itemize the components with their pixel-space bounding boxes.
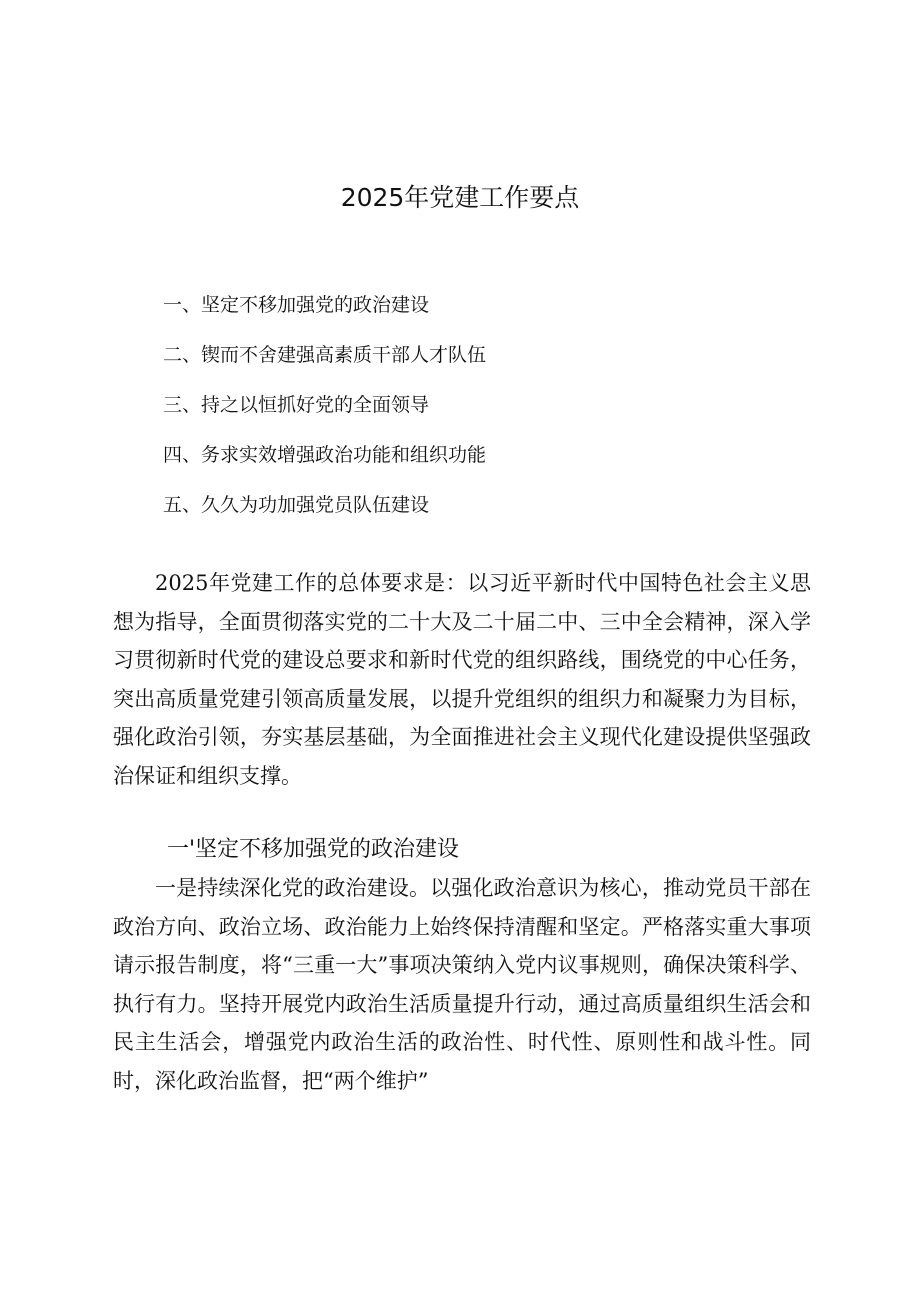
intro-paragraph: 2025年党建工作的总体要求是：以习近平新时代中国特色社会主义思想为指导，全面贯彻落实党的二十大及二十届二中、三中全会精神，深入学习贯彻新时代党的建设总要求和新时代党的组织路线，围绕党的中心任务，突出高质量党建引领高质量发展，以提升党组织的组织力和凝聚力为目标，强化政治引领，夯实基层基础，为全面推进社会主义现代化建设提供坚强政治保证和组织支撑。 — [113, 571, 811, 788]
outline-list — [163, 288, 486, 538]
outline-item-4: 四、务求实效增强政治功能和组织功能 — [163, 444, 487, 466]
outline-item-3: 三、持之以恒抓好党的全面领导 — [163, 394, 430, 416]
section-1-paragraph: 一是持续深化党的政治建设。以强化政治意识为核心，推动党员干部在政治方向、政治立场、政治能力上始终保持清醒和坚定。严格落实重大事项请示报告制度，将“三重一大”事项决策纳入党内议事规则，确保决策科学、执行有力。坚持开展党内政治生活质量提升行动，通过高质量组织生活会和民主生活会，增强党内政治生活的政治性、时代性、原则性和战斗性。同时，深化政治监督，把“两个维护” — [113, 876, 811, 1093]
document-title: 2025年党建工作要点 — [340, 183, 580, 212]
outline-item-5: 五、久久为功加强党员队伍建设 — [163, 494, 430, 516]
outline-item-2: 二、锲而不舍建强高素质干部人才队伍 — [163, 344, 487, 366]
outline-item-1: 一、坚定不移加强党的政治建设 — [163, 294, 430, 316]
section-heading-1: 一'坚定不移加强党的政治建设 — [167, 837, 460, 862]
